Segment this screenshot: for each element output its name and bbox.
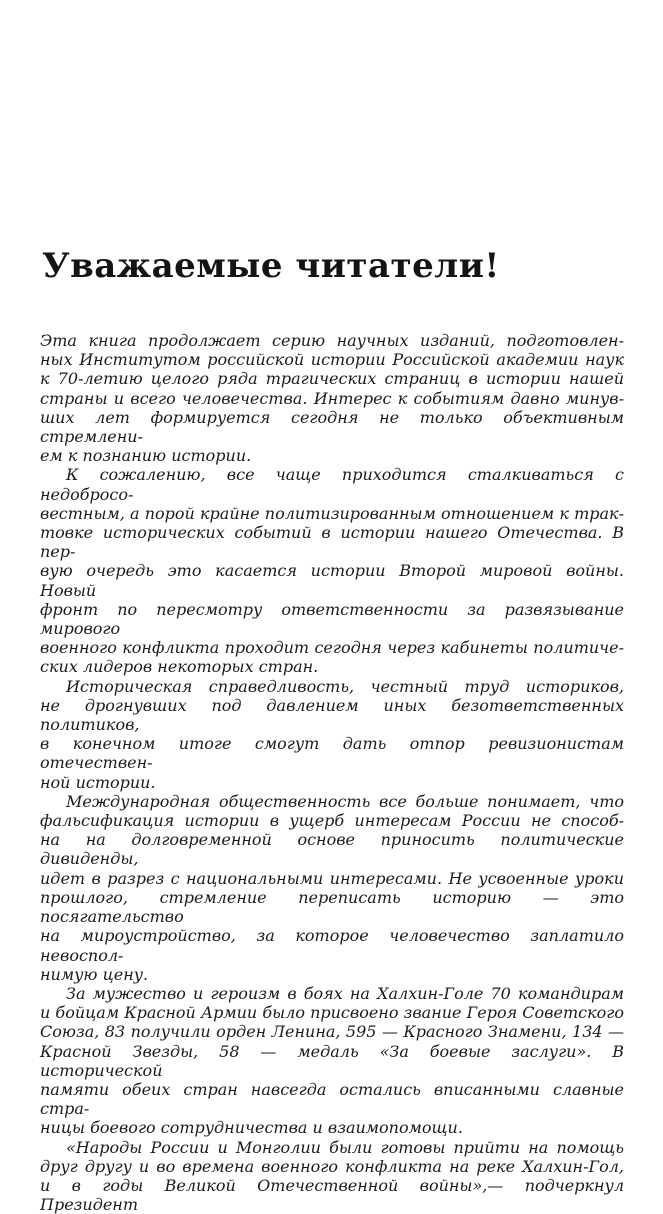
text-line: страны и всего человечества. Интерес к событиям давно минув-	[40, 388, 624, 408]
text-line: и бойцам Красной Армии было присвоено звание Героя Советского	[40, 1003, 624, 1023]
text-line: ных Институтом российской истории Российской академии наук	[40, 350, 624, 370]
text-line: вестным, а порой крайне политизированным отношением к трак-	[40, 503, 624, 523]
paragraph	[40, 792, 624, 984]
text-line: друг другу и во времена военного конфликта на реке Халхин-Гол,	[40, 1156, 624, 1176]
text-line: военного конфликта проходит сегодня через кабинеты политиче-	[40, 638, 624, 658]
text-line: ной истории.	[40, 772, 156, 792]
text-line: товке исторических событий в истории нашего Отечества. В пер-	[40, 523, 624, 562]
text-line: Международная общественность все больше понимает, что	[66, 791, 624, 811]
text-line: За мужество и героизм в боях на Халхин-Голе 70 командирам	[66, 983, 624, 1003]
paragraph	[40, 1138, 624, 1214]
text-line: Союза, 83 получили орден Ленина, 595 — Красного Знамени, 134 —	[40, 1022, 624, 1042]
paragraph	[40, 331, 624, 465]
text-line: нимую цену.	[40, 964, 149, 984]
text-line: идет в разрез с национальными интересами. Не усвоенные уроки	[40, 868, 624, 888]
paragraph	[40, 984, 624, 1138]
text-line: ских лидеров некоторых стран.	[40, 657, 319, 677]
text-line: и в годы Великой Отечественной войны»,— подчеркнул Президент	[40, 1175, 624, 1214]
paragraph	[40, 677, 624, 792]
text-line: фальсификация истории в ущерб интересам России не способ-	[40, 811, 624, 831]
text-line: К сожалению, все чаще приходится сталкиваться с недобросо-	[40, 465, 624, 504]
text-line: вую очередь это касается истории Второй мировой войны. Новый	[40, 561, 624, 600]
body-text	[40, 331, 624, 1214]
text-line: Красной Звезды, 58 — медаль «За боевые заслуги». В исторической	[40, 1041, 624, 1080]
text-line: к 70-летию целого ряда трагических страниц в истории нашей	[40, 369, 624, 389]
text-line: ших лет формируется сегодня не только объективным стремлени-	[40, 407, 624, 447]
text-line: ем к познанию истории.	[40, 446, 252, 466]
page-title: Уважаемые читатели!	[42, 246, 500, 286]
text-line: прошлого, стремление переписать историю — это посягательство	[40, 887, 624, 927]
text-line: Эта книга продолжает серию научных изданий, подготовлен-	[40, 331, 624, 350]
text-line: в конечном итоге смогут дать отпор ревизионистам отечествен-	[40, 734, 624, 773]
text-line: на мироустройство, за которое человечество заплатило невоспол-	[40, 926, 624, 965]
text-line: не дрогнувших под давлением иных безответственных политиков,	[40, 695, 624, 735]
text-line: памяти обеих стран навсегда остались вписанными славные стра-	[40, 1079, 624, 1119]
text-line: на на долговременной основе приносить политические дивиденды,	[40, 830, 624, 869]
text-line: фронт по пересмотру ответственности за развязывание мирового	[40, 599, 624, 639]
text-line: ницы боевого сотрудничества и взаимопомощи.	[40, 1118, 463, 1138]
text-line: Историческая справедливость, честный труд историков,	[66, 676, 624, 696]
paragraph	[40, 465, 624, 676]
text-line: «Народы России и Монголии были готовы прийти на помощь	[66, 1137, 624, 1157]
